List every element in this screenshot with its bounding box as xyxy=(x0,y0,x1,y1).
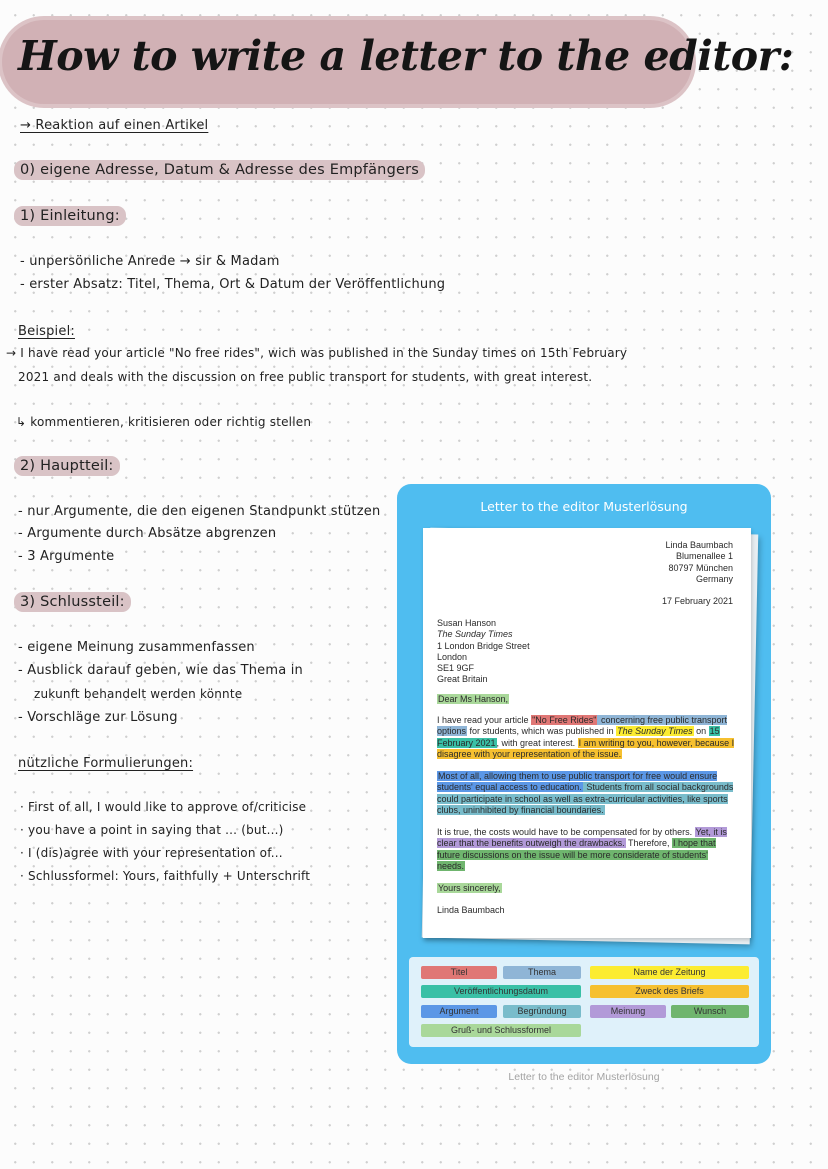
phrases-heading: nützliche Formulierungen: xyxy=(18,756,194,771)
step2-item: - nur Argumente, die den eigenen Standpunkt stützen xyxy=(18,504,381,519)
reaction-note: → Reaktion auf einen Artikel xyxy=(20,118,209,133)
salutation: Dear Ms Hanson, xyxy=(438,694,509,704)
example-label: Beispiel: xyxy=(18,324,75,339)
paragraph-argument xyxy=(437,771,735,816)
date-mark: 15 February 2021 xyxy=(437,726,720,748)
legend-argument: Argument xyxy=(421,1005,497,1018)
sample-letter-card xyxy=(397,484,771,1064)
step2-heading: 2) Hauptteil: xyxy=(14,456,120,476)
letter-date: 17 February 2021 xyxy=(661,596,733,606)
opinion-mark: Yet, it is clear that the benefits outweigh the drawbacks. xyxy=(437,827,727,849)
wish-mark: I hope that future discussions on the issue will be more considerate of students' needs. xyxy=(437,838,716,871)
step3-item: - eigene Meinung zusammenfassen xyxy=(18,640,255,655)
argument-mark: Most of all, allowing them to use public transport for free would ensure students' equal access to education. xyxy=(437,771,718,793)
step2-item: - 3 Argumente xyxy=(18,549,115,564)
legend-meinung: Meinung xyxy=(590,1005,666,1018)
purpose-mark: I am writing to you, however, because I disagree with your representation of the issue. xyxy=(437,737,735,759)
card-caption: Letter to the editor Musterlösung xyxy=(508,1071,660,1083)
step3-item: - Vorschläge zur Lösung xyxy=(18,710,178,725)
recipient-address: Susan Hanson The Sunday Times 1 London Bridge Street London SE1 9GF Great Britain xyxy=(437,618,530,685)
phrase-item: · you have a point in saying that ... (but...) xyxy=(20,823,284,837)
legend-gruss: Gruß- und Schlussformel xyxy=(421,1024,581,1037)
reason-mark: Students from all social backgrounds could participate in school as well as extra-curricular activities, like sports clubs, uninhibited by financial boundaries. xyxy=(437,782,734,815)
step1-item: - unpersönliche Anrede → sir & Madam xyxy=(20,254,280,269)
paragraph-intro: I have read your article "No Free Rides" concerning free public transport options for students, which was published in The Sunday Times on 15 February 2021, with great interest. I am writing to you, however, because I disagree with your representation of the issue. xyxy=(437,715,735,759)
article-title-mark: "No Free Rides" xyxy=(532,715,597,725)
phrase-item: · I (dis)agree with your representation of... xyxy=(20,846,283,860)
step0-heading: 0) eigene Adresse, Datum & Adresse des Empfängers xyxy=(14,160,425,180)
paragraph-conclusion: It is true, the costs would have to be compensated for by others. Yet, it is clear that the benefits outweigh the drawbacks. Therefore, I hope that future discussions on the issue will be more considerate of students' needs. xyxy=(437,827,727,871)
letter-paper xyxy=(423,528,751,938)
signature: Linda Baumbach xyxy=(437,905,505,915)
legend-thema: Thema xyxy=(503,966,581,979)
legend-zweck: Zweck des Briefs xyxy=(590,985,749,998)
step3-item: zukunft behandelt werden könnte xyxy=(34,687,243,701)
closing: Yours sincerely, xyxy=(438,883,501,893)
legend-begruendung: Begründung xyxy=(503,1005,581,1018)
comment-note: ↳ kommentieren, kritisieren oder richtig stellen xyxy=(16,415,312,429)
sender-address: Linda Baumbach Blumenallee 1 80797 München Germany xyxy=(665,540,733,584)
step3-heading: 3) Schlussteil: xyxy=(14,592,131,612)
legend-wunsch: Wunsch xyxy=(671,1005,749,1018)
newspaper-mark: The Sunday Times xyxy=(617,726,693,737)
legend-titel: Titel xyxy=(421,966,497,979)
example-line: → I have read your article "No free rides", wich was published in the Sunday times on 15th February xyxy=(6,346,628,360)
step1-heading: 1) Einleitung: xyxy=(14,206,126,226)
step3-item: - Ausblick darauf geben, wie das Thema in xyxy=(18,663,303,678)
example-line: 2021 and deals with the discussion on free public transport for students, with great interest. xyxy=(18,370,593,384)
legend-datum: Veröffentlichungsdatum xyxy=(421,985,581,998)
phrase-item: · First of all, I would like to approve of/criticise xyxy=(20,800,307,814)
step1-item: - erster Absatz: Titel, Thema, Ort & Datum der Veröffentlichung xyxy=(20,277,446,292)
page-title: How to write a letter to the editor: xyxy=(18,32,794,80)
legend-zeitung: Name der Zeitung xyxy=(590,966,749,979)
card-title: Letter to the editor Musterlösung xyxy=(480,499,688,514)
step2-item: - Argumente durch Absätze abgrenzen xyxy=(18,526,277,541)
color-legend xyxy=(409,957,759,1047)
phrase-item: · Schlussformel: Yours, faithfully + Unterschrift xyxy=(20,869,311,883)
topic-mark: concerning free public transport options xyxy=(437,715,728,737)
